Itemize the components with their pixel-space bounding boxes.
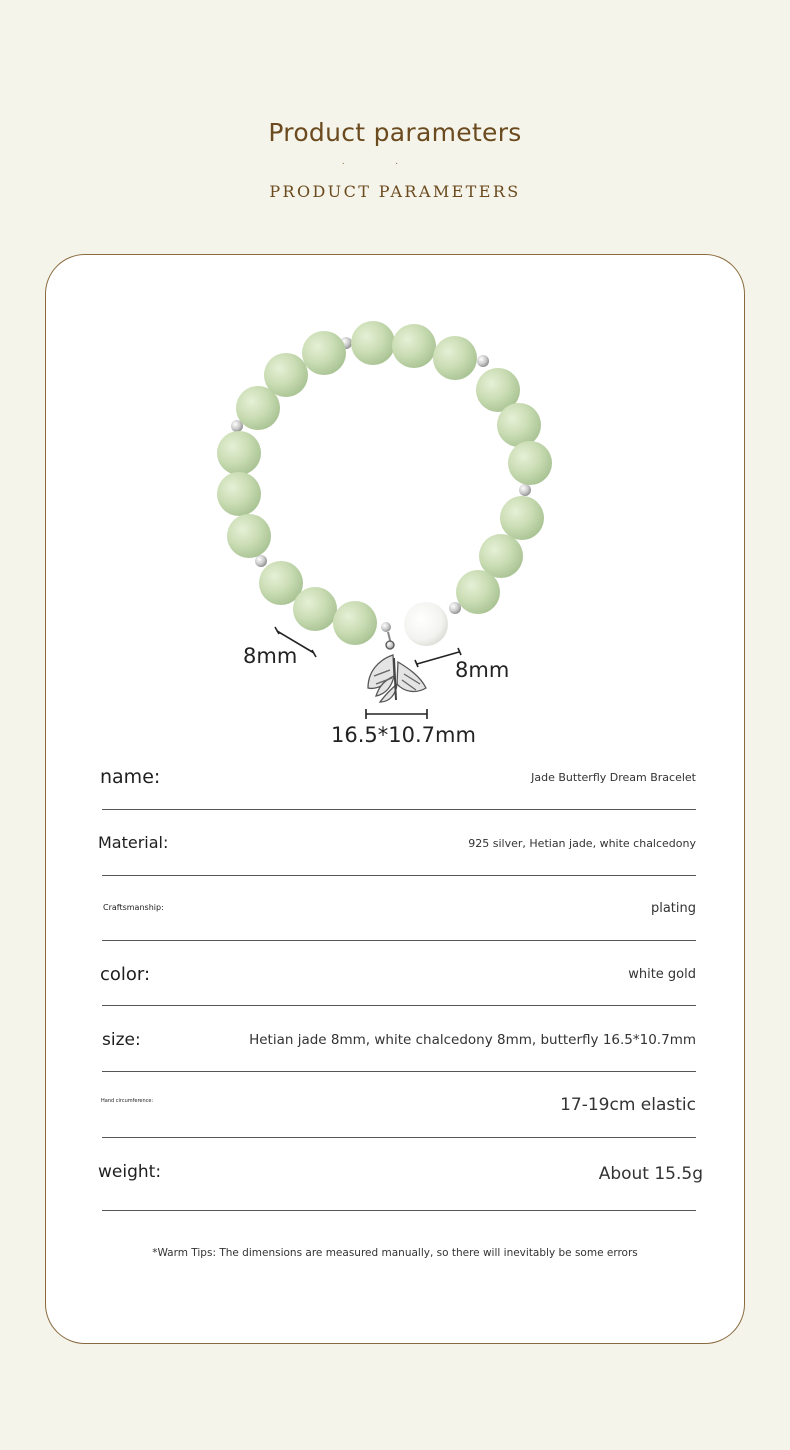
param-value: plating <box>650 901 696 916</box>
param-label: Hand circumference: <box>101 1098 154 1104</box>
param-row-weight <box>98 1138 703 1211</box>
param-value: About 15.5g <box>598 1164 703 1184</box>
page-subtitle: PRODUCT PARAMETERS <box>269 182 521 201</box>
chalcedony-bead <box>404 602 448 646</box>
param-label: color: <box>100 964 151 985</box>
param-label: Craftsmanship: <box>103 903 164 912</box>
param-row-name <box>100 744 696 810</box>
page-title: Product parameters <box>268 118 522 147</box>
bead-left-dimension: 8mm <box>243 644 298 668</box>
title-decoration: ·· <box>341 158 449 169</box>
param-value: Hetian jade 8mm, white chalcedony 8mm, butterfly 16.5*10.7mm <box>249 1032 696 1048</box>
param-label: size: <box>102 1030 141 1050</box>
param-label: weight: <box>98 1162 162 1182</box>
warm-tip-text: *Warm Tips: The dimensions are measured manually, so there will inevitably be some errors <box>152 1247 638 1259</box>
param-value: white gold <box>628 967 696 982</box>
param-row-hand-circumference <box>100 1072 696 1138</box>
row-divider <box>102 1210 696 1211</box>
param-row-color <box>100 940 696 1006</box>
param-row-craftsmanship <box>100 875 696 941</box>
param-label: Material: <box>98 833 169 852</box>
param-row-size <box>100 1006 696 1072</box>
bead-right-dimension: 8mm <box>455 658 510 682</box>
param-row-material <box>100 810 696 876</box>
bracelet-image <box>160 300 590 760</box>
param-label: name: <box>100 766 161 788</box>
param-value: Jade Butterfly Dream Bracelet <box>531 771 696 784</box>
jade-beads <box>217 321 552 645</box>
charm-dimension: 16.5*10.7mm <box>331 723 476 747</box>
param-value: 925 silver, Hetian jade, white chalcedony <box>468 837 696 850</box>
param-value: 17-19cm elastic <box>560 1095 696 1115</box>
